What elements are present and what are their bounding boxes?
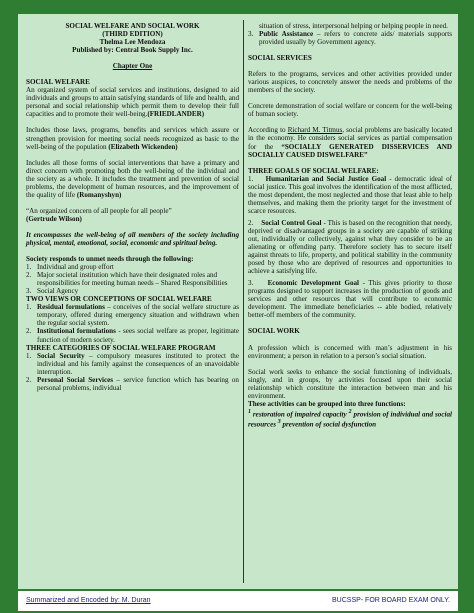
author: Thelma Lee Mendoza	[99, 38, 166, 47]
social-work-definition: A profession which is concerned with man’s adjustment in his environment; a person in relation to a person’s social situation.	[248, 343, 452, 360]
categories-heading: THREE CATEGORIES OF SOCIAL WELFARE PROGRAM	[26, 343, 216, 352]
social-services-definition: Refers to the programs, services and other activities provided under various auspices, to concretely answer the needs and problems of the members of the society.	[248, 70, 452, 95]
definition-romanyshyn: Includes all those forms of social interventions that have a primary and direct concern with promoting both the well-being of the individual and the society as a whole. It includes the treatment and prevention of social problems, the development of human resources, and the improvement of the quality of life (Romanyshyn)	[26, 158, 239, 199]
list-item: 2. Major societal institution which have their designated roles and responsibilities for meeting human needs – Shared Responsibilities	[26, 271, 228, 288]
list-item: 2. Institutional formulations - sees social welfare as proper, legitimate function of modern society.	[26, 327, 239, 344]
goal-economic: 3. Economic Development Goal - This gives priority to those programs designed to support increases in the production of goods and services and other resources that will contribute to economic development. The immediate beneficiaries -- able bodied, relatively better-off members of the community.	[248, 279, 452, 320]
views-heading: TWO VIEWS OR CONCEPTIONS OF SOCIAL WELFARE	[26, 295, 212, 304]
column-divider	[243, 20, 244, 583]
footer-bar	[18, 591, 458, 611]
list-item-continued: situation of stress, interpersonal helping or helping people in need.	[259, 22, 448, 30]
social-welfare-heading: SOCIAL WELFARE	[26, 78, 90, 87]
functions-heading: These activities can be grouped into three functions:	[248, 399, 406, 408]
definition-wickenden: Includes those laws, programs, benefits and services which assure or strengthen provision for meeting social needs recognized as basic to the well-being of the population (Elizabeth Wickenden)	[26, 126, 239, 151]
doc-title: SOCIAL WELFARE AND SOCIAL WORK	[65, 22, 200, 30]
footer-note: BUCSSP- FOR BOARD EXAM ONLY.	[332, 597, 450, 604]
list-item: 1. Social Security – compulsory measures instituted to protect the individual and his family against the consequences of an unavoidable interruption.	[26, 351, 239, 376]
titmus-paragraph: According to Richard M. Titmus, social problems are basically located in the economy. He considers social services as partial compensation for the “SOCIALLY GENERATED DISSERVICES AND SOCIALLY CAUSED DISWELFARE”	[248, 126, 452, 159]
functions-list: $^1$ restoration of impaired capacity $^2$ provision of individual and social resources $^3$ prevention of social dysfunction	[248, 408, 452, 429]
social-services-heading: SOCIAL SERVICES	[248, 54, 312, 63]
list-item: 1. Individual and group effort	[26, 263, 114, 272]
social-work-seeks: Social work seeks to enhance the social functioning of individuals, singly, and in groups, by activities focused upon their social relationship which constitute the interaction between man and his environment.	[248, 367, 452, 400]
social-services-concrete: Concrete demonstration of social welfare or concern for the well-being of human society.	[248, 102, 452, 119]
left-column	[26, 22, 239, 392]
goal-social-control: 2. Social Control Goal - This is based on the recognition that needy, deprived or disadvantaged groups in a society are capable of striking out, individually or collectively, against what they consider to be an alienating or offending party. Therefore society has to secure itself against threats to life, property, and political stability in the community posed by those who are deprived of resources and opportunities to achieve a satisfying life.	[248, 218, 452, 276]
encompass-statement: It encompasses the well-being of all members of the society including physical, mental, emotional, social, economic and spiritual being.	[26, 230, 239, 247]
list-item: 3. Social Agency	[26, 287, 79, 296]
definition-friedlander: An organized system of social services and institutions, designed to aid individuals and groups to attain satisfying standards of life and health, and personal and social relationship which permit them to develop their full capacities and to promote their well-being.(FRIEDLANDER)	[26, 86, 239, 119]
edition: (THIRD EDITION)	[102, 30, 163, 39]
list-item: 3. Public Assistance – refers to concrete aids/ materials supports provided usually by Government agency.	[248, 30, 452, 47]
publisher: Published by: Central Book Supply Inc.	[72, 46, 193, 55]
needs-heading: Society responds to unmet needs through the following:	[26, 255, 194, 264]
social-work-heading: SOCIAL WORK	[248, 327, 300, 336]
goals-heading: THREE GOALS OF SOCIAL WELFARE:	[248, 166, 379, 175]
definition-wilson-source: (Gertrude Wilson)	[26, 214, 82, 223]
goal-humanitarian: 1. Humanitarian and Social Justice Goal - democratic ideal of social justice. This goal involves the identification of the most afflicted, the most dependent, the most neglected and those that least able to help themselves, and making them the priority target for the investment of scarce resources.	[248, 174, 452, 215]
right-column	[248, 22, 452, 429]
footer-credit: Summarized and Encoded by: M. Duran	[26, 597, 151, 604]
list-item: 1. Residual formulations – conceives of the social welfare structure as temporary, offered during emergency situation and withdrawn when the regular social system.	[26, 303, 239, 328]
document-page	[18, 14, 458, 589]
definition-wilson: “An organized concern of all people for all people”	[26, 206, 172, 215]
chapter-heading: Chapter One	[112, 62, 153, 71]
list-item: 2. Personal Social Services – service function which has bearing on personal problems, individual	[26, 375, 239, 392]
